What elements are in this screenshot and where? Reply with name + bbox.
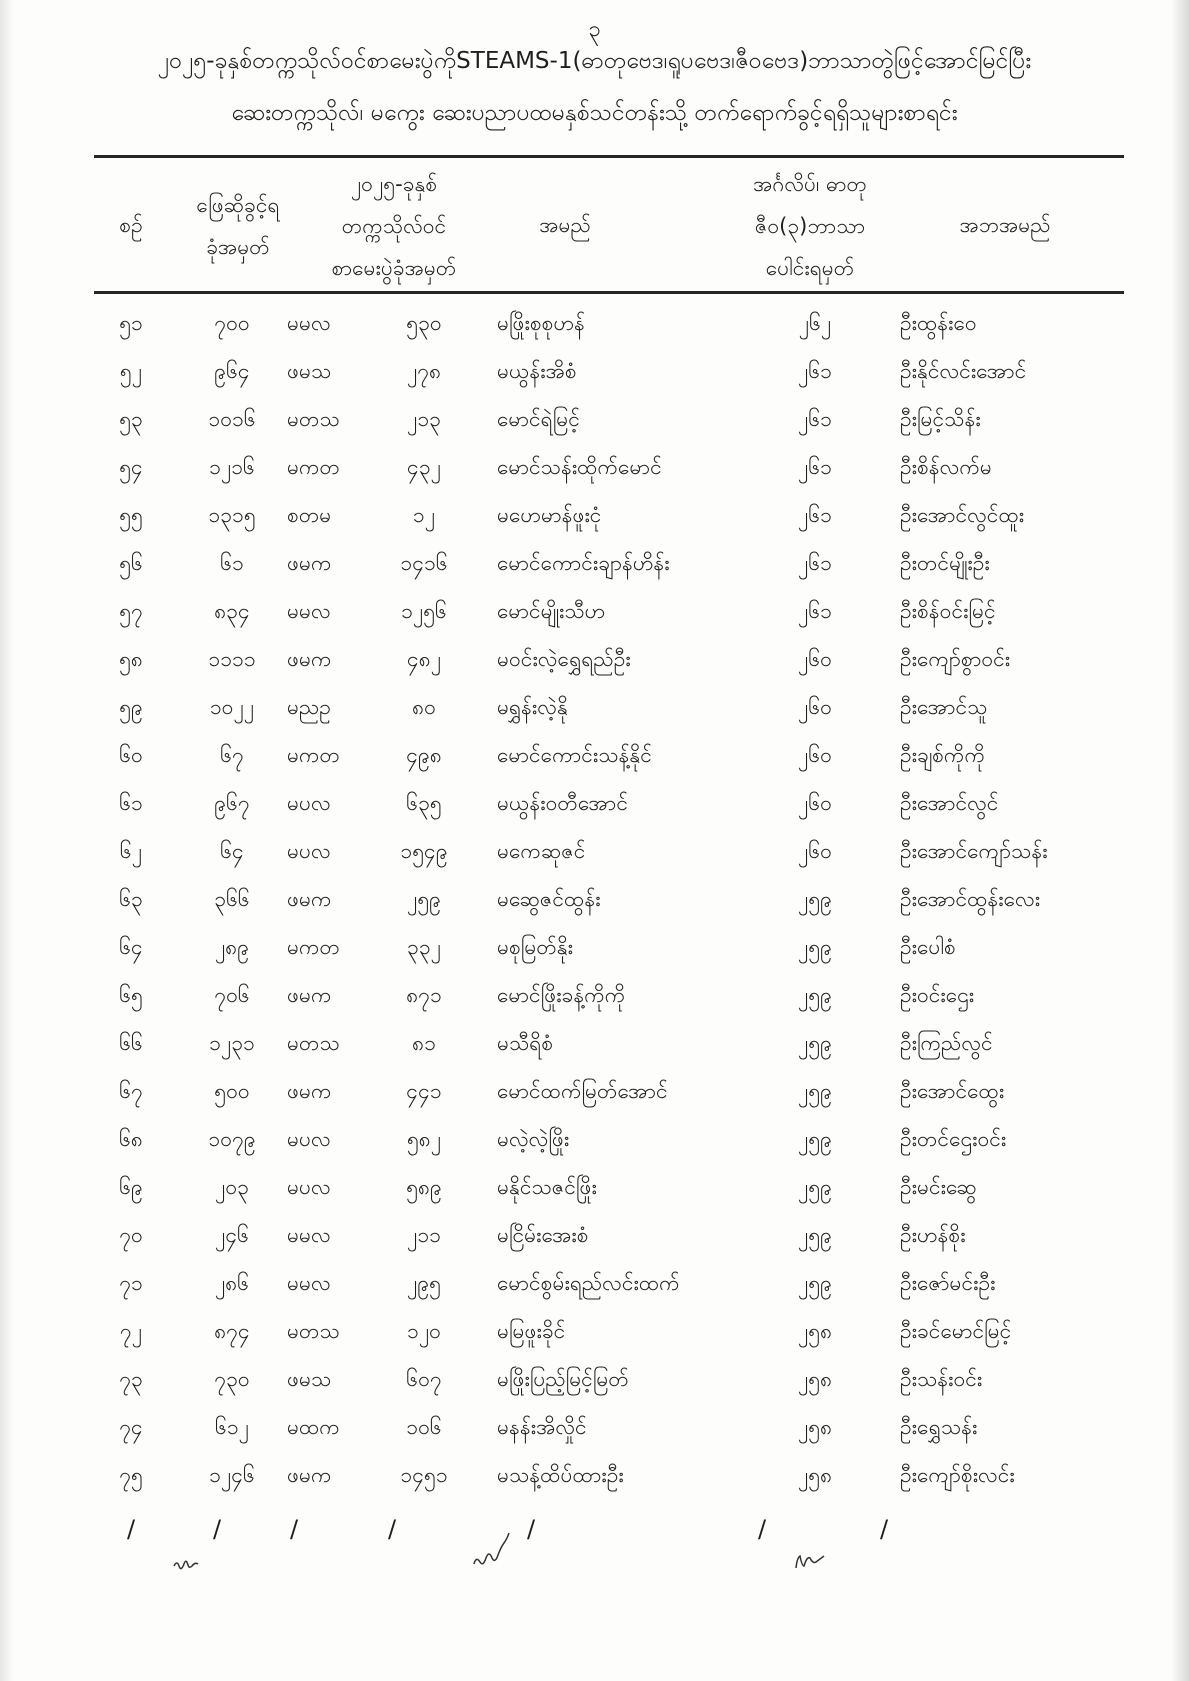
initials-signature-3 xyxy=(792,1546,832,1574)
cell-father-name: ဦးပေါစံ xyxy=(900,935,956,959)
cell-reg-number: ၁၂၄၆ xyxy=(209,1463,255,1487)
cell-exam-prefix: မမလ xyxy=(287,311,331,335)
table-top-rule xyxy=(94,155,1124,158)
cell-reg-number: ၃၆၆ xyxy=(214,887,250,911)
cell-exam-number: ၂၁၁ xyxy=(407,1223,441,1247)
table-row xyxy=(0,879,1189,927)
cell-father-name: ဦးဝင်းဌေး xyxy=(900,983,975,1007)
cell-reg-number: ၇၃၀ xyxy=(214,1367,250,1391)
cell-exam-prefix: မတသ xyxy=(287,1031,340,1055)
cell-exam-number: ၄၃၂ xyxy=(407,455,441,479)
header-reg-number: ဖြေဆိုခွင့်ရ ခုံအမှတ် xyxy=(196,193,280,259)
table-row xyxy=(0,543,1189,591)
table-row xyxy=(0,735,1189,783)
cell-exam-number: ၄၈၂ xyxy=(406,647,442,671)
cell-exam-number: ၂၅၉ xyxy=(407,887,441,911)
cell-father-name: ဦးအောင်ကျော်သန်း xyxy=(900,839,1048,863)
cell-exam-number: ၅၈၉ xyxy=(406,1175,442,1199)
cell-marks: ၂၅၈ xyxy=(797,1319,833,1343)
cell-marks: ၂၅၉ xyxy=(798,935,832,959)
cell-exam-number: ၆၀၇ xyxy=(406,1367,442,1391)
cell-serial: ၆၀ xyxy=(119,743,143,767)
cell-name: မငြိမ်းအေးစံ xyxy=(497,1223,589,1247)
table-row xyxy=(0,447,1189,495)
header-father-name: အဘအမည် xyxy=(959,213,1051,237)
cell-reg-number: ၁၁၁၁ xyxy=(208,647,256,671)
cell-exam-prefix: မကတ xyxy=(287,935,340,959)
cell-serial: ၆၂ xyxy=(119,839,143,863)
cell-reg-number: ၆၁ xyxy=(220,551,244,575)
cell-name: မနိုင်သဇင်ဖြိုး xyxy=(497,1175,597,1199)
cell-reg-number: ၉၆၇ xyxy=(214,791,250,815)
cell-marks: ၂၆၂ xyxy=(798,311,832,335)
cell-exam-number: ၅၃၀ xyxy=(406,311,442,335)
table-row xyxy=(0,687,1189,735)
cell-name: မဖြိုးစုစုဟန် xyxy=(497,311,585,335)
document-title-line-1: ၂၀၂၅-ခုနှစ်တက္ကသိုလ်ဝင်စာမေးပွဲကိုSTEAMS-1(ဓာတုဗေဒ၊ရူပဗေဒ၊ဇီဝဗေဒ)ဘာသာတွဲဖြင့်အောင်မြင်ပြီး xyxy=(157,48,1032,74)
cell-exam-number: ၈၀ xyxy=(412,695,436,719)
cell-serial: ၅၃ xyxy=(119,407,143,431)
table-row xyxy=(0,1023,1189,1071)
cell-serial: ၅၈ xyxy=(119,647,143,671)
cell-father-name: ဦးစိန်ဝင်းမြင့် xyxy=(900,599,996,623)
table-row xyxy=(0,1455,1189,1503)
cell-serial: ၇၅ xyxy=(119,1463,143,1487)
cell-exam-number: ၈၁ xyxy=(412,1031,436,1055)
cell-father-name: ဦးအောင်သူ xyxy=(900,695,988,719)
cell-exam-prefix: မပလ xyxy=(287,791,331,815)
cell-marks: ၂၅၈ xyxy=(797,1367,833,1391)
cell-serial: ၅၄ xyxy=(119,455,143,479)
footer-slash-marks xyxy=(0,1515,1189,1555)
cell-reg-number: ၆၇ xyxy=(220,743,244,767)
cell-exam-prefix: ဖမက xyxy=(287,1463,332,1487)
cell-name: မသန့်ထိပ်ထားဦး xyxy=(497,1463,624,1487)
cell-father-name: ဦးဇော်မင်းဦး xyxy=(900,1271,996,1295)
cell-marks: ၂၆၀ xyxy=(798,743,832,767)
cell-serial: ၅၅ xyxy=(119,503,143,527)
cell-reg-number: ၁၃၁၅ xyxy=(208,503,256,527)
cell-marks: ၂၅၉ xyxy=(798,983,832,1007)
cell-exam-prefix: မထက xyxy=(287,1415,340,1439)
cell-marks: ၂၆၀ xyxy=(798,839,832,863)
cell-name: မနန်းအိလှိုင် xyxy=(497,1415,587,1439)
cell-name: မောင်မျိုးသီဟ xyxy=(497,599,606,623)
cell-name: မောင်သန်းထိုက်မောင် xyxy=(497,455,662,479)
cell-marks: ၂၅၉ xyxy=(798,1079,832,1103)
cell-reg-number: ၂၀၃ xyxy=(215,1175,249,1199)
cell-serial: ၅၆ xyxy=(119,551,143,575)
cell-father-name: ဦးကျော်စိုးလင်း xyxy=(900,1463,1015,1487)
table-row xyxy=(0,1071,1189,1119)
cell-marks: ၂၅၉ xyxy=(798,1031,832,1055)
cell-serial: ၆၁ xyxy=(119,791,143,815)
cell-name: မဖြိုးပြည့်မြင့်မြတ် xyxy=(497,1367,629,1391)
table-row xyxy=(0,1407,1189,1455)
cell-exam-prefix: မမလ xyxy=(287,599,331,623)
cell-serial: ၅၂ xyxy=(119,359,143,383)
cell-name: မကေဆုဇင် xyxy=(497,839,586,863)
cell-exam-prefix: ဖမက xyxy=(287,551,332,575)
cell-father-name: ဦးကျော်စွာဝင်း xyxy=(900,647,1011,671)
cell-marks: ၂၆၁ xyxy=(798,551,832,575)
cell-serial: ၇၁ xyxy=(119,1271,143,1295)
table-row xyxy=(0,783,1189,831)
table-row xyxy=(0,1167,1189,1215)
cell-exam-number: ၁၀၆ xyxy=(406,1415,442,1439)
cell-name: မသီရိစံ xyxy=(497,1031,554,1055)
cell-reg-number: ၂၈၉ xyxy=(214,935,250,959)
cell-name: မောင်ကောင်းသန့်နိုင် xyxy=(497,743,652,767)
slash-mark: / xyxy=(290,1515,299,1543)
cell-father-name: ဦးနိုင်လင်းအောင် xyxy=(900,359,1027,383)
cell-father-name: ဦးခင်မောင်မြင့် xyxy=(900,1319,1012,1343)
cell-reg-number: ၅၀၀ xyxy=(214,1079,250,1103)
cell-serial: ၅၁ xyxy=(119,311,143,335)
cell-exam-number: ၄၉၈ xyxy=(406,743,442,767)
cell-name: မယွန်းဝတီအောင် xyxy=(497,791,628,815)
table-row xyxy=(0,591,1189,639)
cell-name: မောင်စွမ်းရည်လင်းထက် xyxy=(497,1271,680,1295)
cell-father-name: ဦးမင်းဆွေ xyxy=(900,1175,977,1199)
cell-exam-prefix: မတသ xyxy=(287,1319,340,1343)
cell-reg-number: ၂၈၆ xyxy=(214,1271,250,1295)
page-number: ၃ xyxy=(588,17,601,42)
cell-father-name: ဦးအောင်လွင်ထူး xyxy=(900,503,1025,527)
cell-serial: ၆၈ xyxy=(119,1127,143,1151)
header-marks: အင်္ဂလိပ်၊ ဓာတု ဇီဝ(၃)ဘာသာ ပေါင်းရမှတ် xyxy=(753,172,867,280)
cell-reg-number: ၉၆၄ xyxy=(214,359,250,383)
slash-mark: / xyxy=(127,1515,136,1543)
cell-reg-number: ၁၀၂၂ xyxy=(209,695,255,719)
document-title-line-2: ဆေးတက္ကသိုလ်၊ မကွေး ဆေးပညာပထမနှစ်သင်တန်းသို့ တက်ရောက်ခွင့်ရရှိသူများစာရင်း xyxy=(231,100,958,126)
cell-father-name: ဦးအောင်ထွန်းလေး xyxy=(900,887,1041,911)
cell-exam-prefix: ဖမက xyxy=(287,887,332,911)
cell-serial: ၇၂ xyxy=(119,1319,143,1343)
table-row xyxy=(0,1263,1189,1311)
cell-reg-number: ၁၀၇၉ xyxy=(208,1127,256,1151)
cell-reg-number: ၆၄ xyxy=(220,839,244,863)
table-row xyxy=(0,975,1189,1023)
slash-mark: / xyxy=(527,1515,536,1543)
cell-name: မလဲ့လဲ့ဖြိုး xyxy=(497,1127,570,1151)
cell-exam-number: ၂၉၅ xyxy=(407,1271,441,1295)
initials-signature-2 xyxy=(470,1530,520,1570)
cell-father-name: ဦးထွန်းဝေ xyxy=(900,311,977,335)
cell-father-name: ဦးကြည်လွင် xyxy=(900,1031,993,1055)
cell-father-name: ဦးရွှေသန်း xyxy=(900,1415,978,1439)
table-row xyxy=(0,927,1189,975)
cell-exam-number: ၂၇၈ xyxy=(406,359,442,383)
table-row xyxy=(0,303,1189,351)
cell-exam-number: ၆၃၅ xyxy=(406,791,442,815)
cell-exam-number: ၁၄၅၁ xyxy=(400,1463,448,1487)
cell-reg-number: ၈၇၄ xyxy=(214,1319,250,1343)
header-serial: စဉ် xyxy=(119,213,143,237)
cell-exam-prefix: ဖမက xyxy=(287,647,332,671)
cell-father-name: ဦးအောင်လွင် xyxy=(900,791,999,815)
cell-marks: ၂၅၉ xyxy=(798,1175,832,1199)
cell-name: မောင်ရဲမြင့် xyxy=(497,407,580,431)
cell-marks: ၂၅၈ xyxy=(797,1415,833,1439)
slash-mark: / xyxy=(388,1515,397,1543)
cell-name: မောင်ဖြိုးခန့်ကိုကို xyxy=(497,983,626,1007)
cell-exam-prefix: မပလ xyxy=(287,1175,331,1199)
table-row xyxy=(0,351,1189,399)
cell-serial: ၆၇ xyxy=(119,1079,143,1103)
cell-exam-prefix: မမလ xyxy=(287,1271,331,1295)
cell-exam-prefix: မညဥ xyxy=(287,695,331,719)
cell-exam-prefix: မပလ xyxy=(287,839,331,863)
cell-marks: ၂၅၉ xyxy=(798,1127,832,1151)
table-row xyxy=(0,1215,1189,1263)
cell-exam-number: ၈၇၁ xyxy=(406,983,442,1007)
cell-marks: ၂၆၀ xyxy=(798,791,832,815)
cell-marks: ၂၅၉ xyxy=(798,1223,832,1247)
cell-name: မဟေမာန်ဖူးငုံ xyxy=(497,503,602,527)
cell-reg-number: ၈၃၄ xyxy=(214,599,250,623)
cell-name: မဝင်းလဲ့ရွှေရည်ဦး xyxy=(497,647,631,671)
table-row xyxy=(0,495,1189,543)
cell-marks: ၂၆၁ xyxy=(798,599,832,623)
table-row xyxy=(0,639,1189,687)
initials-signature-1 xyxy=(172,1552,202,1574)
cell-exam-number: ၃၃၂ xyxy=(407,935,441,959)
slash-mark: / xyxy=(758,1515,767,1543)
cell-marks: ၂၅၈ xyxy=(797,1463,833,1487)
cell-serial: ၇၀ xyxy=(119,1223,143,1247)
cell-serial: ၆၅ xyxy=(119,983,143,1007)
table-row xyxy=(0,1311,1189,1359)
cell-serial: ၆၃ xyxy=(119,887,143,911)
cell-father-name: ဦးအောင်ထွေး xyxy=(900,1079,1005,1103)
cell-father-name: ဦးတင်မျိုးဦး xyxy=(900,551,990,575)
cell-exam-prefix: ဖမသ xyxy=(287,359,332,383)
cell-exam-prefix: ဖမသ xyxy=(287,1367,332,1391)
cell-reg-number: ၂၄၆ xyxy=(215,1223,249,1247)
cell-name: မစုမြတ်နိုး xyxy=(497,935,573,959)
cell-name: မောင်ကောင်းချာန်ဟိန်း xyxy=(497,551,670,575)
cell-father-name: ဦးချစ်ကိုကို xyxy=(900,743,986,767)
cell-exam-prefix: ဖမက xyxy=(287,1079,332,1103)
cell-marks: ၂၆၁ xyxy=(798,503,832,527)
cell-exam-number: ၁၂ xyxy=(412,503,436,527)
cell-exam-number: ၁၂၅၆ xyxy=(401,599,447,623)
slash-mark: / xyxy=(213,1515,222,1543)
cell-serial: ၇၄ xyxy=(119,1415,143,1439)
cell-serial: ၆၄ xyxy=(119,935,143,959)
cell-reg-number: ၇၀၆ xyxy=(214,983,250,1007)
cell-exam-number: ၁၄၁၆ xyxy=(400,551,448,575)
cell-serial: ၅၉ xyxy=(119,695,143,719)
header-exam-number: ၂၀၂၅-ခုနှစ် တက္ကသိုလ်ဝင် စာမေးပွဲခုံအမှတ် xyxy=(331,172,457,280)
cell-exam-number: ၅၈၂ xyxy=(406,1127,442,1151)
cell-name: မရွှန်းလဲ့နို xyxy=(497,695,568,719)
slash-mark: / xyxy=(880,1515,889,1543)
cell-name: မဆွေဇင်ထွန်း xyxy=(497,887,601,911)
cell-marks: ၂၆၀ xyxy=(798,647,832,671)
cell-exam-prefix: မကတ xyxy=(287,743,340,767)
cell-serial: ၅၇ xyxy=(119,599,143,623)
cell-name: မယွန်းအိစံ xyxy=(497,359,577,383)
cell-marks: ၂၆၁ xyxy=(798,455,832,479)
cell-exam-number: ၄၄၁ xyxy=(406,1079,442,1103)
cell-exam-number: ၁၂၀ xyxy=(407,1319,441,1343)
table-row xyxy=(0,831,1189,879)
cell-name: မောင်ထက်မြတ်အောင် xyxy=(497,1079,668,1103)
cell-father-name: ဦးတင်ဌေးဝင်း xyxy=(900,1127,1007,1151)
cell-reg-number: ၁၂၁၆ xyxy=(209,455,255,479)
cell-marks: ၂၆၀ xyxy=(798,695,832,719)
cell-reg-number: ၇၀၀ xyxy=(214,311,250,335)
header-name: အမည် xyxy=(539,213,591,237)
cell-exam-prefix: စတမ xyxy=(287,503,332,527)
cell-exam-prefix: မတသ xyxy=(287,407,340,431)
cell-reg-number: ၁၂၃၁ xyxy=(209,1031,255,1055)
cell-father-name: ဦးသန်းဝင်း xyxy=(900,1367,983,1391)
cell-exam-number: ၁၅၄၉ xyxy=(400,839,448,863)
cell-serial: ၇၃ xyxy=(119,1367,143,1391)
table-header-rule xyxy=(94,291,1124,294)
table-row xyxy=(0,399,1189,447)
cell-marks: ၂၆၁ xyxy=(798,359,832,383)
cell-name: မမြဖူးခိုင် xyxy=(497,1319,566,1343)
cell-father-name: ဦးစိန်လက်မ xyxy=(900,455,992,479)
cell-exam-prefix: မကတ xyxy=(287,455,340,479)
cell-exam-prefix: မမလ xyxy=(287,1223,331,1247)
cell-father-name: ဦးမြင့်သိန်း xyxy=(900,407,981,431)
cell-marks: ၂၆၁ xyxy=(798,407,832,431)
cell-father-name: ဦးဟန်စိုး xyxy=(900,1223,966,1247)
cell-exam-prefix: ဖမက xyxy=(287,983,332,1007)
table-row xyxy=(0,1119,1189,1167)
cell-reg-number: ၁၀၁၆ xyxy=(208,407,256,431)
cell-serial: ၆၆ xyxy=(119,1031,143,1055)
cell-serial: ၆၉ xyxy=(119,1175,143,1199)
cell-exam-prefix: မပလ xyxy=(287,1127,331,1151)
cell-reg-number: ၆၁၂ xyxy=(215,1415,249,1439)
table-row xyxy=(0,1359,1189,1407)
cell-marks: ၂၅၉ xyxy=(798,1271,832,1295)
cell-marks: ၂၅၉ xyxy=(798,887,832,911)
cell-exam-number: ၂၁၃ xyxy=(407,407,441,431)
